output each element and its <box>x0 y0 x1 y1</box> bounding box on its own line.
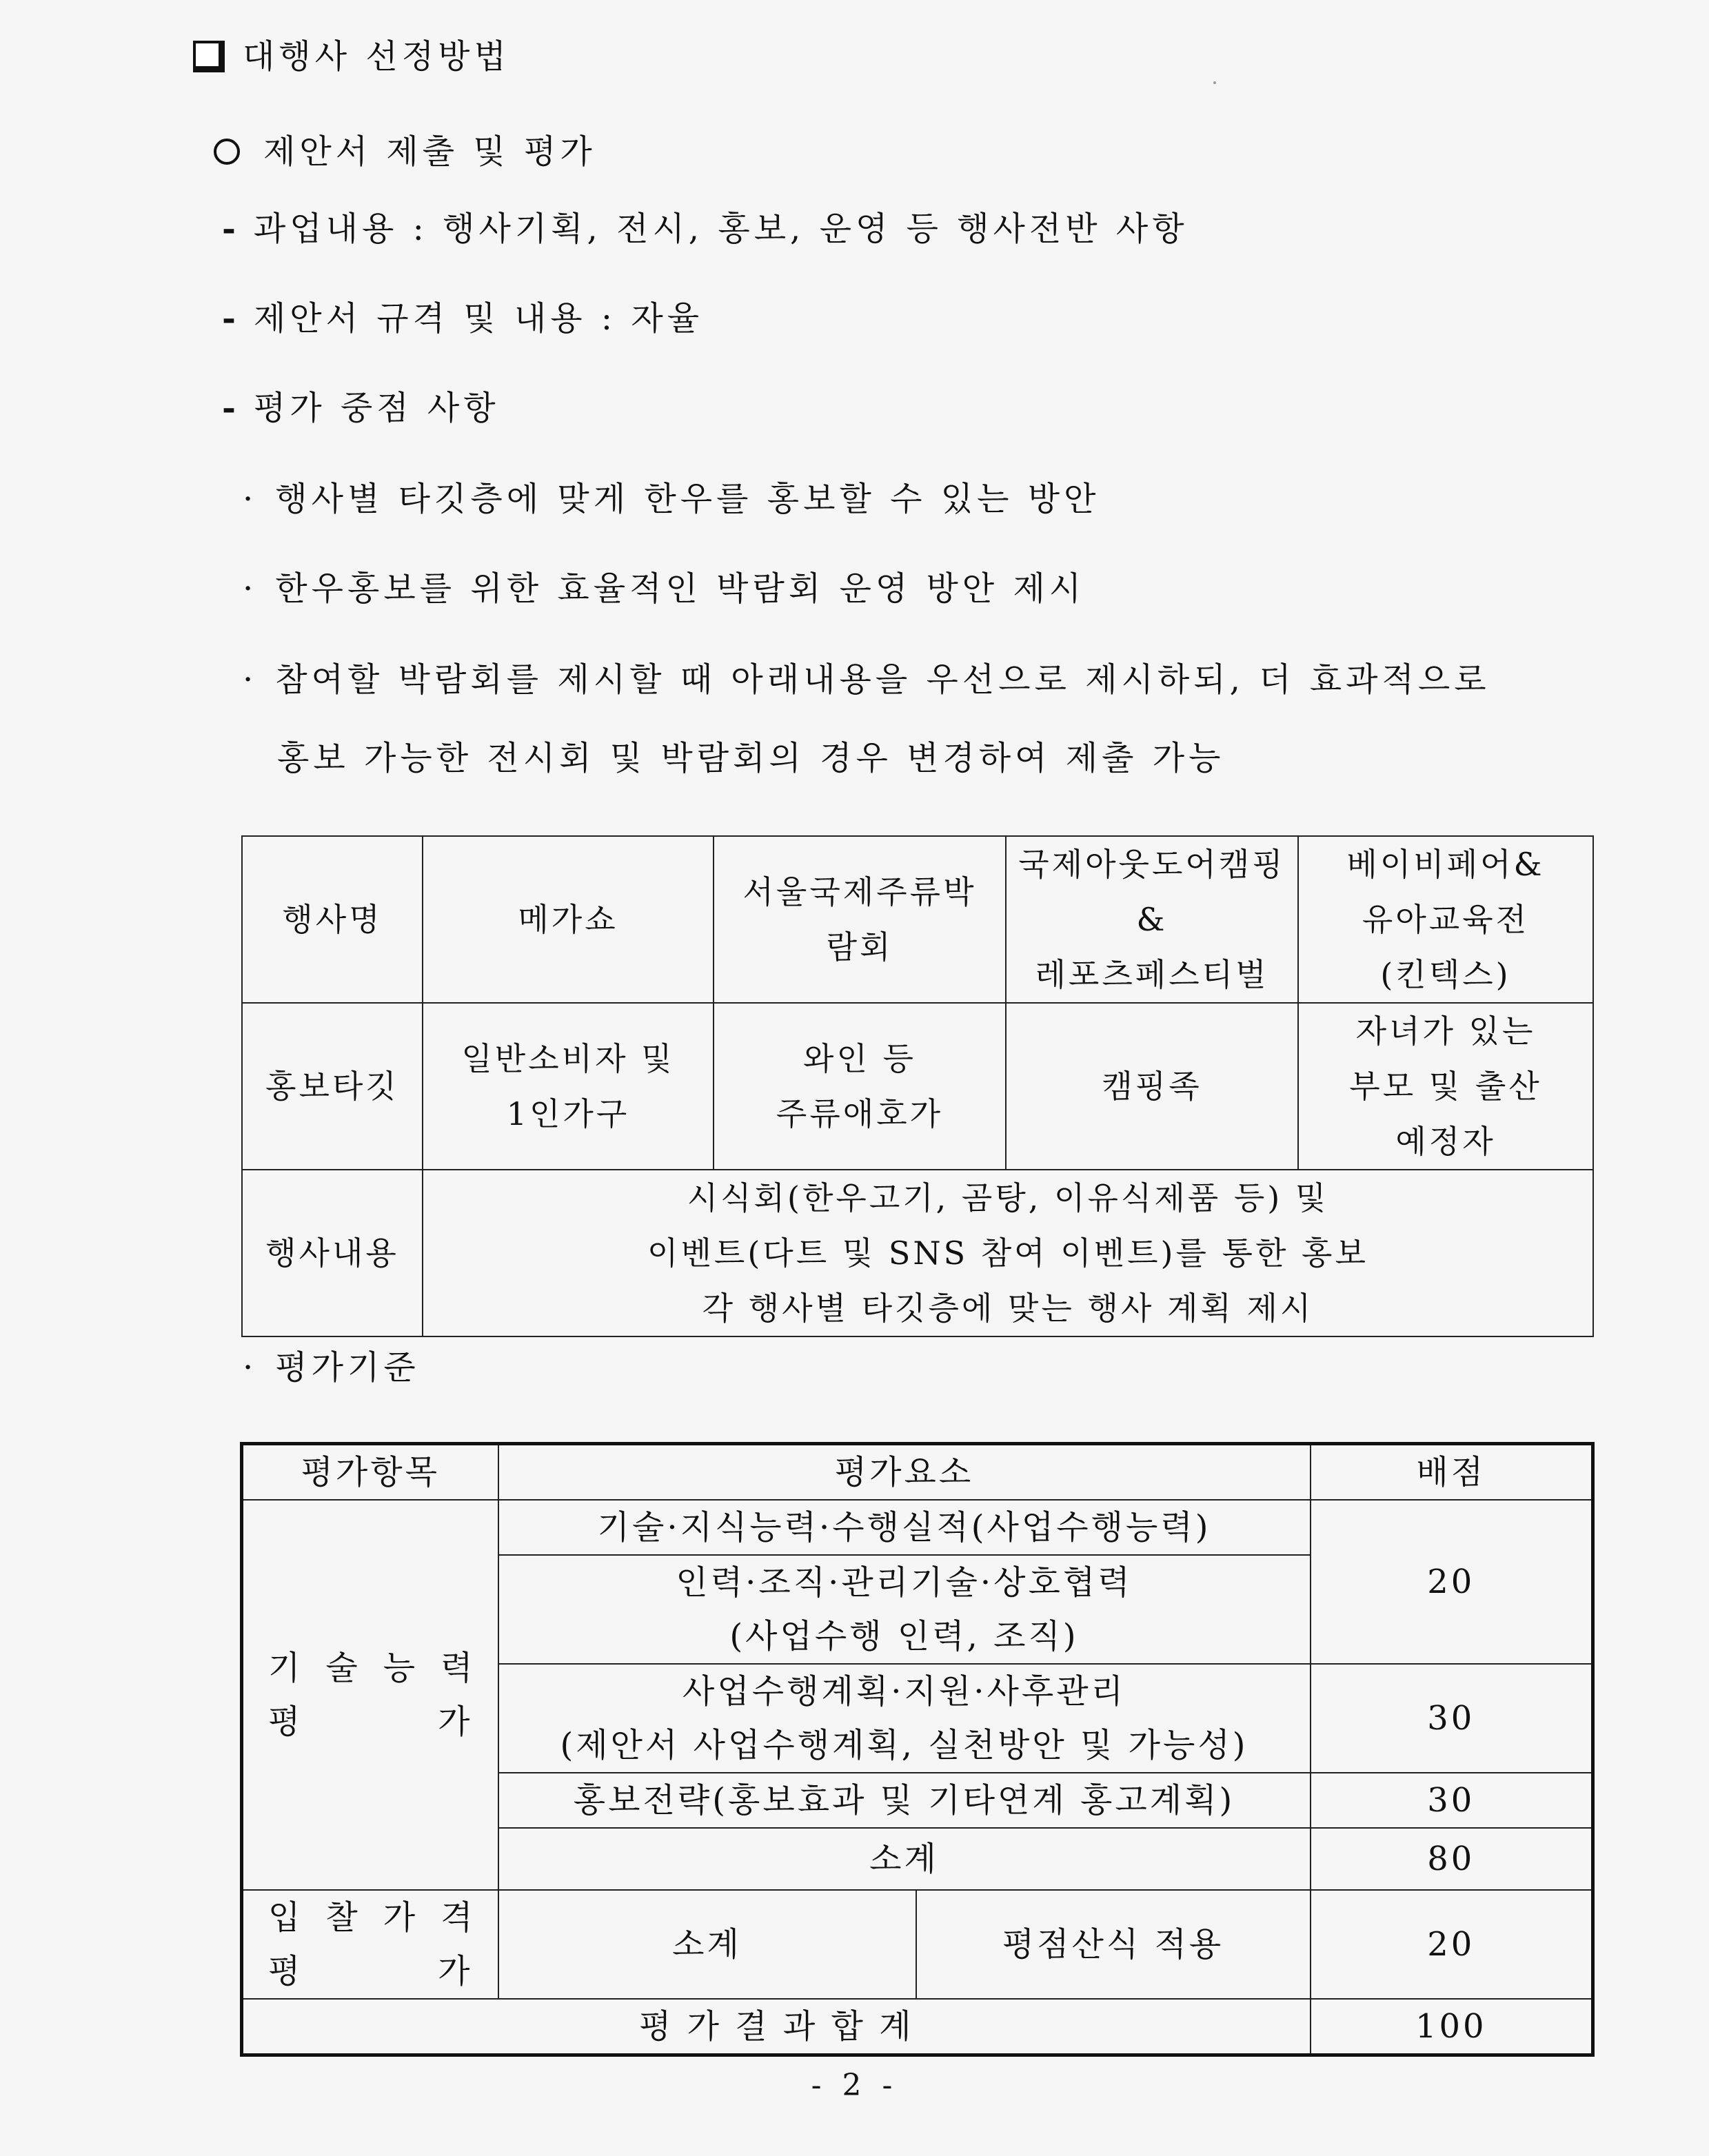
score-cell: 20 <box>1311 1500 1593 1664</box>
criteria-label: · 평가기준 <box>243 1348 420 1387</box>
event-name-cell: 서울국제주류박 람회 <box>714 836 1006 1003</box>
event-content-cell: 시식회(한우고기, 곰탕, 이유식제품 등) 및 이벤트(다트 및 SNS 참여 이벤트)를 통한 홍보 각 행사별 타깃층에 맞는 행사 계획 제시 <box>423 1170 1593 1336</box>
events-table <box>241 835 1594 1337</box>
bid-formula: 평점산식 적용 <box>916 1890 1311 1999</box>
score-cell: 30 <box>1311 1664 1593 1773</box>
target-cell: 캠핑족 <box>1006 1003 1298 1170</box>
criteria-item: 인력·조직·관리기술·상호협력 (사업수행 인력, 조직) <box>498 1555 1311 1664</box>
criteria-item: 기술·지식능력·수행실적(사업수행능력) <box>498 1500 1311 1555</box>
dash-item: - 과업내용 : 행사기획, 전시, 홍보, 운영 등 행사전반 사항 <box>222 210 1189 248</box>
event-name-cell: 국제아웃도어캠핑& 레포츠페스티벌 <box>1006 836 1298 1003</box>
total-label: 평 가 결 과 합 계 <box>242 1999 1311 2055</box>
target-cell: 일반소비자 및 1인가구 <box>423 1003 714 1170</box>
heading-text: 대행사 선정방법 <box>243 37 510 76</box>
category-label-line: 평 가 <box>268 1702 473 1741</box>
criteria-item: 사업수행계획·지원·사후관리 (제안서 사업수행계획, 실천방안 및 가능성) <box>498 1664 1311 1773</box>
row-header: 홍보타깃 <box>242 1003 423 1170</box>
page-number: - 2 - <box>811 2068 898 2103</box>
dash-bullet: - <box>222 299 240 338</box>
subtotal-score: 80 <box>1311 1828 1593 1890</box>
criteria-item: 홍보전략(홍보효과 및 기타연계 홍고계획) <box>498 1773 1311 1828</box>
row-header: 행사명 <box>242 836 423 1003</box>
checkbox-icon <box>193 41 225 72</box>
scan-speck <box>1213 81 1216 84</box>
criteria-table <box>240 1442 1595 2057</box>
score-cell: 30 <box>1311 1773 1593 1828</box>
row-header: 행사내용 <box>242 1170 423 1336</box>
dash-bullet: - <box>222 389 240 427</box>
event-name-cell: 베이비페어& 유아교육전 (킨텍스) <box>1298 836 1593 1003</box>
table-row <box>242 1890 1593 1999</box>
dot-bullet: · <box>243 569 258 608</box>
dot-bullet: · <box>243 660 258 699</box>
dot-bullet: · <box>243 1348 258 1387</box>
column-header: 평가요소 <box>498 1444 1311 1501</box>
table-row <box>242 836 1593 1003</box>
table-total-row <box>242 1999 1593 2055</box>
point-item: · 참여할 박람회를 제시할 때 아래내용을 우선으로 제시하되, 더 효과적으로 <box>243 660 1490 699</box>
bid-score: 20 <box>1311 1890 1593 1999</box>
dot-bullet: · <box>243 480 258 518</box>
target-cell: 와인 등 주류애호가 <box>714 1003 1006 1170</box>
column-header: 배점 <box>1311 1444 1593 1501</box>
table-row <box>242 1003 1593 1170</box>
category-cell: 입 찰 가 격 평 가 <box>242 1890 498 1999</box>
target-cell: 자녀가 있는 부모 및 출산 예정자 <box>1298 1003 1593 1170</box>
table-row <box>242 1170 1593 1336</box>
dash-item: - 제안서 규격 및 내용 : 자율 <box>222 299 704 338</box>
section-heading <box>193 37 510 76</box>
subtotal-label: 소계 <box>498 1828 1311 1890</box>
category-label-line: 평 가 <box>268 1952 473 1991</box>
event-name-cell: 메가쇼 <box>423 836 714 1003</box>
dash-item: - 평가 중점 사항 <box>222 389 500 427</box>
subheading-text: 제안서 제출 및 평가 <box>263 132 596 171</box>
circle-bullet-icon <box>214 139 240 165</box>
table-header-row <box>242 1444 1593 1501</box>
point-item: · 행사별 타깃층에 맞게 한우를 홍보할 수 있는 방안 <box>243 480 1100 518</box>
bid-subtotal-label: 소계 <box>498 1890 916 1999</box>
point-item: · 한우홍보를 위한 효율적인 박람회 운영 방안 제시 <box>243 569 1086 608</box>
column-header: 평가항목 <box>242 1444 498 1501</box>
category-cell: 기 술 능 력 평 가 <box>242 1500 498 1890</box>
table-row <box>242 1500 1593 1555</box>
dash-bullet: - <box>222 210 240 248</box>
total-score: 100 <box>1311 1999 1593 2055</box>
subheading <box>214 132 596 171</box>
point-continuation: 홍보 가능한 전시회 및 박람회의 경우 변경하여 제출 가능 <box>277 739 1225 777</box>
